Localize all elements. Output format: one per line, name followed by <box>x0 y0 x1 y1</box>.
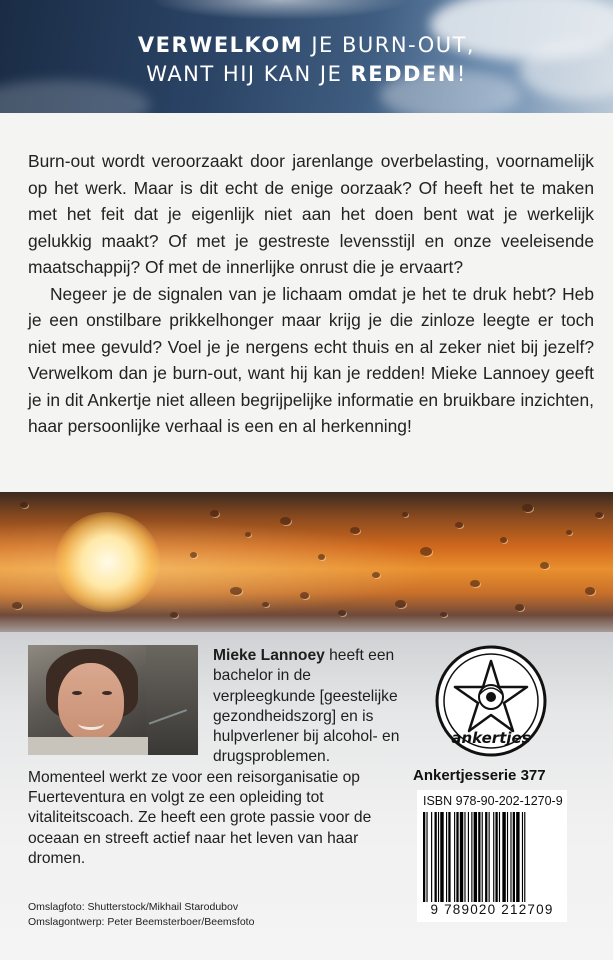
author-name: Mieke Lannoey <box>213 647 325 664</box>
barcode-digits: 9 789020 212709 <box>430 902 554 917</box>
author-bio <box>28 646 408 869</box>
author-bio-text: heeft een bachelor in de verpleegkunde [geestelijke gezondheidszorg] en is hulpverlener bij alcohol- en drugsproblemen. Momenteel werkt ze voor een reisorganisatie op Fuerteventura en volgt ze een opleiding tot vitaliteitscoach. Ze heeft een grote passie voor de oceaan en streeft actief naar het leven van haar dromen. <box>28 647 400 867</box>
headline-line-2: WANT HIJ KAN JE REDDEN! <box>146 62 467 86</box>
blurb-text <box>28 148 594 440</box>
series-label: Ankertjesserie 377 <box>413 767 546 784</box>
blurb-paragraph-2: Negeer je de signalen van je lichaam omdat je het te druk hebt? Heb je een onstilbare prikkelhonger maar krijg je die zinloze leegte er toch niet mee gevuld? Voel je je nergens echt thuis en al zeker niet bij jezelf? Verwelkom dan je burn-out, want hij kan je redden! Mieke Lannoey geeft je in dit Ankertje niet alleen begrijpelijke informatie en bruikbare inzichten, haar persoonlijke verhaal is een en al herkenning! <box>28 283 594 436</box>
ankertjes-logo <box>435 645 547 757</box>
header-banner <box>0 0 613 113</box>
logo-text: ankertjes <box>451 729 531 747</box>
barcode <box>417 790 567 922</box>
headline-line-1: VERWELKOM JE BURN-OUT, <box>137 33 476 57</box>
blurb-paragraph-1: Burn-out wordt veroorzaakt door jarenlange overbelasting, voornamelijk op het werk. Maar is dit echt de enige oorzaak? Of heeft het te maken met het feit dat je eigenlijk niet aan het doen bent wat je werkelijk gelukkig maakt? Of met je gestreste levensstijl en onze veeleisende maatschappij? Of met de innerlijke onrust die je ervaart? <box>28 151 594 277</box>
sun-glow <box>55 512 160 612</box>
cover-design-credit: Omslagontwerp: Peter Beemsterboer/Beemsfoto <box>28 916 255 928</box>
isbn-text: ISBN 978-90-202-1270-9 <box>423 794 563 808</box>
cover-photo-credit: Omslagfoto: Shutterstock/Mikhail Starodubov <box>28 901 239 913</box>
barcode-bars <box>423 812 561 902</box>
sunset-rain-image <box>0 492 613 632</box>
credits <box>28 900 254 930</box>
